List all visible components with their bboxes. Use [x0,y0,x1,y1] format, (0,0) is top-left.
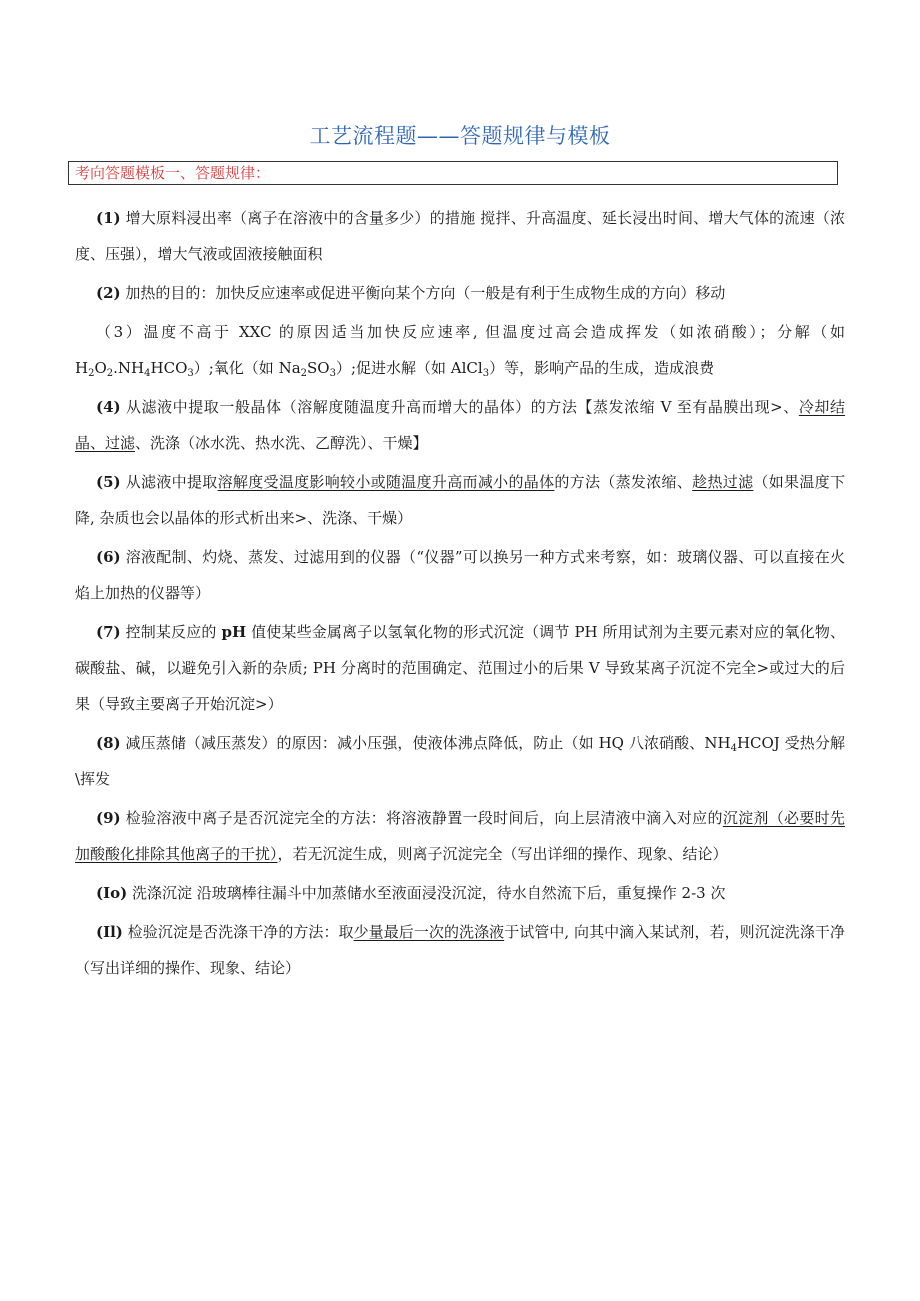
rule-2: (2) 加热的目的：加快反应速率或促进平衡向某个方向（一般是有利于生成物生成的方向）移动 [96,284,726,302]
rules-list [75,200,845,989]
rule-10: (Io) 洗涤沉淀 沿玻璃棒往漏斗中加蒸储水至液面浸没沉淀，待水自然流下后，重复操作 2-3 次 [96,884,726,902]
rule-6: (6) 溶液配制、灼烧、蒸发、过滤用到的仪器（“仪器”可以换另一种方式来考察，如：玻璃仪器、可以直接在火焰上加热的仪器等） [75,548,845,602]
rule-9: (9) 检验溶液中离子是否沉淀完全的方法：将溶液静置一段时间后，向上层清液中滴入对应的沉淀剂（必要时先加酸酸化排除其他离子的干扰），若无沉淀生成，则离子沉淀完全（写出详细的操作、现象、结论） [75,809,845,863]
rule-1: (1) 增大原料浸出率（离子在溶液中的含量多少）的措施 搅拌、升高温度、延长浸出时间、增大气体的流速（浓度、压强），增大气液或固液接触面积 [75,209,845,263]
rule-3: （3）温度不高于 XXC 的原因适当加快反应速率, 但温度过高会造成挥发（如浓硝酸）；分解（如 $H_2O_2.NH_4HCO_3$）;氧化（如 $Na_2SO_3$）;促进水解（如 AlCl$_3$）等，影响产品的生成，造成浪费 [75,323,846,379]
rule-7: (7) 控制某反应的 pH 值使某些金属离子以氢氧化物的形式沉淀（调节 PH 所用试剂为主要元素对应的氧化物、碳酸盐、碱，以避免引入新的杂质; PH 分离时的范围确定、范围过小的后果 V 导致某离子沉淀不完全>或过大的后果（导致主要离子开始沉淀>） [75,623,845,713]
section-heading: 考向答题模板一、答题规律： [68,161,838,185]
rule-4: (4) 从滤液中提取一般晶体（溶解度随温度升高而增大的晶体）的方法【蒸发浓缩 V 至有晶膜出现>、冷却结晶、过滤、洗涤（冰水洗、热水洗、乙醇洗）、干燥】 [75,398,845,452]
rule-11: (Il) 检验沉淀是否洗涤干净的方法：取少量最后一次的洗涤液于试管中, 向其中滴入某试剂，若，则沉淀洗涤干净（写出详细的操作、现象、结论） [75,923,845,977]
page-title: 工艺流程题——答题规律与模板 [309,124,611,148]
rule-5: (5) 从滤液中提取溶解度受温度影响较小或随温度升高而减小的晶体的方法（蒸发浓缩、趁热过滤（如果温度下降, 杂质也会以晶体的形式析出来>、洗涤、干燥） [75,473,845,527]
rule-8: (8) 减压蒸储（减压蒸发）的原因：减小压强，使液体沸点降低，防止（如 HQ 八浓硝酸、$NH_4HCOJ$ 受热分解\挥发 [75,734,845,788]
